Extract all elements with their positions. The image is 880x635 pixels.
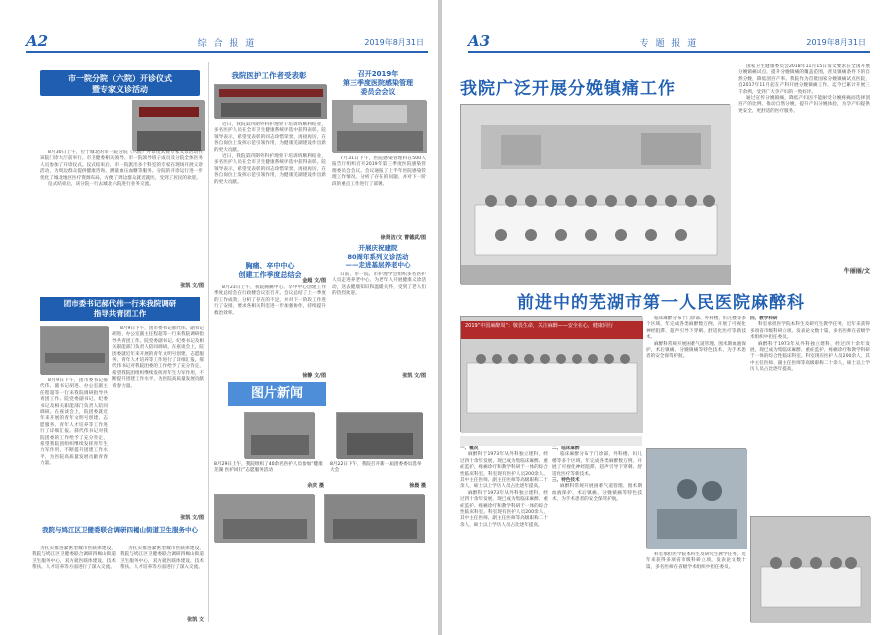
title-line: 暨专家义诊活动: [92, 85, 148, 94]
byline: 张凯 文/图: [180, 283, 204, 289]
title-line: 指导共青团工作: [93, 309, 147, 318]
section-heading: 三、特色技术: [552, 478, 580, 484]
section-heading: 二、临床麻醉: [552, 446, 580, 451]
photo-opening-ceremony: [132, 100, 204, 150]
paragraph: 麻醉科于1973年从外科独立建科，经过四十余年发展，现已成为集临床麻醉、重症监护、疼痛诊疗和教学科研于一体的综合性临床科室。科室现有医护人员200余人，其中主任医师、副主任医师等高级职称二十余人，硕士以上学历人员占比逐年提高。: [460, 490, 548, 528]
article-body-free-clinic: [332, 272, 426, 372]
headline-labor-analgesia: 我院广泛开展分娩镇痛工作: [460, 79, 676, 99]
paragraph: 为扎实推进紧密型城市医联体建设，我院与鸠江区卫健委联合调研四褐山街道卫生服务中心，双方就医联体建设、技术帮扶、人才培养等方面进行了深入交流。: [32, 546, 116, 571]
banner-text: 2019“中国麻醉周”：敬畏生命，关注麻醉——安全在心，健康同行: [465, 323, 613, 329]
paragraph: 为扎实推进紧密型城市医联体建设，我院与鸠江区卫健委联合调研四褐山街道卫生服务中心，双方就医联体建设、技术帮扶、人才培养等方面进行了深入交流。: [120, 546, 204, 571]
article-body-labor-analgesia: [738, 64, 870, 264]
paragraph: 麻醉科常规开展困难气道管理、围术期血液保护、术后镇痛、分娩镇痛等特色技术，为手术患者的安全保驾护航。: [646, 341, 746, 360]
article-title-opening: [40, 70, 200, 96]
paragraph: 8月9日下午，团市委书记郝代伟、副书记胡进、办公室副主任程超等一行来我院调研指导共青团工作。院党委副书记、纪委书记及相关职能部门负责人陪同调研。在座谈会上，院团委就近年来开展的青年文明号创建、志愿服务、青年人才培养等工作进行了详细汇报。郝代伟书记对我院团委的工作给予了充分肯定，希望我院团组织继续发挥青年生力军作用，不断提升团建工作水平，为医院高质量发展贡献青春力量。: [40, 378, 108, 467]
photo-news-4: [324, 494, 424, 542]
title-line: 开展庆祝建院: [358, 244, 398, 252]
paragraph: 临床麻醉分布于门诊部、外科楼、妇儿楼等多个区域，年完成各类麻醉数万例，开展了可视化神经阻滞、超声引导下穿刺、舒适化医疗等新技术。: [646, 316, 746, 341]
paragraph: 近日，我院第四期外科护理骨干培训班顺利结业，多名医护人员在全市卫生健康系统评选中获得表彰。院领导表示，希望受表彰的同志珍惜荣誉、再接再厉，在各自岗位上发挥示范引领作用，为健康芜湖建设作出新的更大贡献。: [214, 122, 326, 153]
article-body-youth-league-2: [40, 378, 108, 506]
photo-news-3-svg: [215, 495, 315, 543]
paragraph: 国家卫生健康委员会2018年11月15日发文要求在全国开展分娩镇痛试点，提升分娩镇痛的覆盖范围，普及镇痛条件下的自然分娩，降低剖宫产率。我院作为首批国家分娩镇痛试点医院，自2017年11月起在产科开展分娩镇痛工作，迄今已累计开展三千余例，受到广大孕产妇的一致好评。: [738, 64, 870, 95]
article-title-youth-league: [40, 297, 200, 321]
paragraph: 麻醉科于1973年从外科独立建科，经过四十余年发展，现已成为集临床麻醉、重症监护、疼痛诊疗和教学科研于一体的综合性临床科室。科室现有医护人员200余人，其中主任医师、副主任医师等高级职称二十余人，硕士以上学历人员占比逐年提高。: [460, 452, 548, 490]
byline: 张凯 文/图: [402, 373, 426, 379]
article-title-jiujiang: 我院与鸠江区卫健委联合调研四褐山街道卫生服务中心: [42, 526, 198, 534]
section-heading: 一、概况: [460, 446, 479, 451]
photo-operation-svg: [647, 449, 747, 549]
left-page: [0, 0, 438, 635]
photo-news-2: [336, 412, 422, 458]
issue-date: 2019年8月31日: [806, 38, 866, 47]
photo-anesthesia-week-svg: [461, 317, 643, 433]
photo-credit: 徐晨 摄: [409, 483, 426, 489]
article-body-opening: [40, 150, 203, 277]
page-number: A2: [26, 32, 49, 50]
title-line: 委员会会议: [360, 88, 396, 96]
section-title: 专 题 报 道: [639, 39, 699, 49]
photo-team-group: [460, 104, 730, 284]
photo-anesthesia-team-svg: [751, 517, 871, 623]
photo-honors: [214, 84, 326, 118]
paragraph: 通过宣传分娩镇痛，降低产妇因不能耐受分娩疼痛而选择剖宫产的比例，推动自然分娩，提升产妇分娩体验，为孕产妇提供更安全、更舒适的医疗服务。: [738, 96, 870, 114]
photo-caption: 8月29日上午，我院组织了40余名医护人员参加“健康芜湖 医护同行”志愿服务活动: [214, 462, 323, 473]
article-body-anesthesiology-col3b: [646, 552, 746, 622]
byline: 徐静 文/图: [302, 373, 326, 379]
paragraph: 科室承担医学院本科生及研究生教学任务，近年来获得多项省市级科研立项，发表论文数十篇，多名医师在省级学术组织中担任委员。: [646, 552, 746, 570]
photo-news-4-svg: [325, 495, 425, 543]
byline: 牛丽丽/文: [843, 268, 870, 275]
paragraph: 8月9日下午，团市委书记郝代伟、副书记胡进、办公室副主任程超等一行来我院调研指导共青团工作。院党委副书记、纪委书记及相关职能部门负责人陪同调研。在座谈会上，院团委就近年来开展的青年文明号创建、志愿服务、青年人才培养等工作进行了详细汇报。郝代伟书记对我院团委的工作给予了充分肯定，希望我院团组织继续发挥青年生力军作用，不断提升团建工作水平，为医院高质量发展贡献青春力量。: [112, 326, 204, 389]
article-body-chest-pain: [214, 285, 326, 369]
byline: 张凯 文: [187, 617, 204, 623]
photo-news-3: [214, 494, 314, 542]
article-body-youth-league: [112, 326, 204, 506]
paragraph: 近日，我院第四期外科护理骨干培训班顺利结业，多名医护人员在全市卫生健康系统评选中获得表彰。院领导表示，希望受表彰的同志珍惜荣誉、再接再厉，在各自岗位上发挥示范引领作用，为健康芜湖建设作出新的更大贡献。: [214, 154, 326, 185]
title-line: 胸痛、卒中中心: [245, 262, 295, 270]
photo-youth-league: [40, 326, 108, 374]
left-page-header: [26, 32, 428, 53]
spacer: [460, 436, 642, 446]
section-heading: 四、教学科研: [750, 316, 778, 321]
article-title-infection: [330, 70, 426, 97]
column-divider: [208, 62, 209, 622]
photo-honors-svg: [215, 85, 327, 119]
photo-operation: [646, 448, 746, 548]
photo-team-group-svg: [461, 105, 731, 285]
paragraph: 临床麻醉分布于门诊部、外科楼、妇儿楼等多个区域，年完成各类麻醉数万例，开展了可视化神经阻滞、超声引导下穿刺、舒适化医疗等新技术。: [552, 452, 642, 477]
article-body-infection: [332, 156, 426, 232]
photo-news-2-svg: [337, 413, 423, 459]
byline: 张凯 文/图: [180, 515, 204, 521]
article-body-anesthesiology-col4: [750, 316, 870, 512]
section-title: 综 合 报 道: [197, 39, 257, 49]
article-body-jiujiang-2: [120, 546, 204, 614]
picture-news-section: [214, 382, 426, 622]
issue-date: 2019年8月31日: [364, 38, 424, 47]
photo-anesthesia-team: [750, 516, 870, 622]
picture-news-heading: 图片新闻: [228, 382, 326, 406]
photo-news-1: [244, 412, 314, 458]
title-line: 市一院分院（六院）开诊仪式: [68, 74, 172, 83]
paragraph: 8月23日上午，我院胸痛中心、卒中中心创建工作季度总结会在行政楼会议室召开。会议总结了上一季度的工作成效，分析了存在的不足，并对下一阶段工作进行了安排，要求各相关科室进一步加强协作，持续提升救治效率。: [214, 285, 326, 316]
headline-anesthesiology: 前进中的芜湖市第一人民医院麻醉科: [517, 293, 805, 313]
article-title-free-clinic: [330, 244, 426, 270]
photo-news-1-svg: [245, 413, 315, 459]
title-line: 召开2019年: [357, 70, 399, 78]
paragraph: 日前，市一院、市护理学会组织多名医护人员走进养老中心，为老年人开展健康义诊活动，送去健康知识和温暖关怀，受到了老人们的热烈欢迎。: [332, 272, 426, 297]
photo-youth-league-svg: [41, 327, 109, 375]
paragraph: 8月30日上午，位于城北的市一院分院（六院）开诊仪式暨专家义诊活动在该院门诊大厅前举行。市卫健委相关领导、市一院领导班子成员及分院全体医务人员参加了开诊仪式。仪式结束后，市一院派出多个科室的专家在现场开展义诊活动，为周边群众提供健康咨询、测量血压血糖等服务。分院的开诊运行进一步优化了城北地区医疗资源布局，方便了周边群众就近就医，受到了居民的欢迎。: [40, 150, 203, 181]
article-body-anesthesiology-col2: [552, 446, 642, 622]
byline: 徐贤洁/文 曹德武/图: [380, 235, 426, 241]
title-line: 创建工作季度总结会: [238, 271, 302, 279]
article-body-jiujiang: [32, 546, 116, 614]
title-line: 团市委书记郝代伟一行来我院调研: [63, 299, 177, 308]
page-number: A3: [468, 32, 491, 50]
paragraph: 麻醉科于1973年从外科独立建科，经过四十余年发展，现已成为集临床麻醉、重症监护、疼痛诊疗和教学科研于一体的综合性临床科室。科室现有医护人员200余人，其中主任医师、副主任医师等高级职称二十余人，硕士以上学历人员占比逐年提高。: [750, 341, 870, 373]
article-body-anesthesiology-col1: [460, 446, 548, 622]
photo-infection-meeting-svg: [333, 101, 427, 153]
photo-opening-ceremony-svg: [133, 101, 205, 151]
paragraph: 仪式结束后，该分院一行去城北六院进行业务交流。: [48, 182, 154, 188]
photo-infection-meeting: [332, 100, 426, 152]
right-page-header: [468, 32, 870, 53]
article-body-anesthesiology-col3: [646, 316, 746, 446]
article-title-chest-pain: [214, 262, 326, 280]
article-title-honors: 我院医护工作者受表彰: [231, 71, 307, 80]
photo-caption: 8月22日下午，我院召开新一届团委委员选举大会: [330, 462, 422, 473]
right-page: [442, 0, 880, 635]
photo-credit: 余庆 摄: [307, 483, 324, 489]
paragraph: 麻醉科常规开展困难气道管理、围术期血液保护、术后镇痛、分娩镇痛等特色技术，为手术患者的安全保驾护航。: [552, 484, 642, 503]
title-line: 第三季度医院感染管理: [343, 79, 413, 87]
title-line: ——走进基层养老中心: [345, 261, 411, 269]
paragraph: 科室承担医学院本科生及研究生教学任务，近年来获得多项省市级科研立项，发表论文数十篇，多名医师在省级学术组织中担任委员。: [750, 322, 870, 341]
title-line: 80周年系列义诊活动: [347, 252, 409, 261]
paragraph: 7月31日下午，医院感染管理科在500人报告厅组织召开2019年第三季度医院感染管理委员会会议。会议通报了上半年医院感染管理工作情况，分析了存在的问题，并对下一阶段的重点工作进行了部署。: [332, 156, 426, 187]
byline: 金超 文/图: [302, 278, 326, 284]
photo-anesthesia-week: [460, 316, 642, 432]
article-body-honors: [214, 122, 326, 272]
